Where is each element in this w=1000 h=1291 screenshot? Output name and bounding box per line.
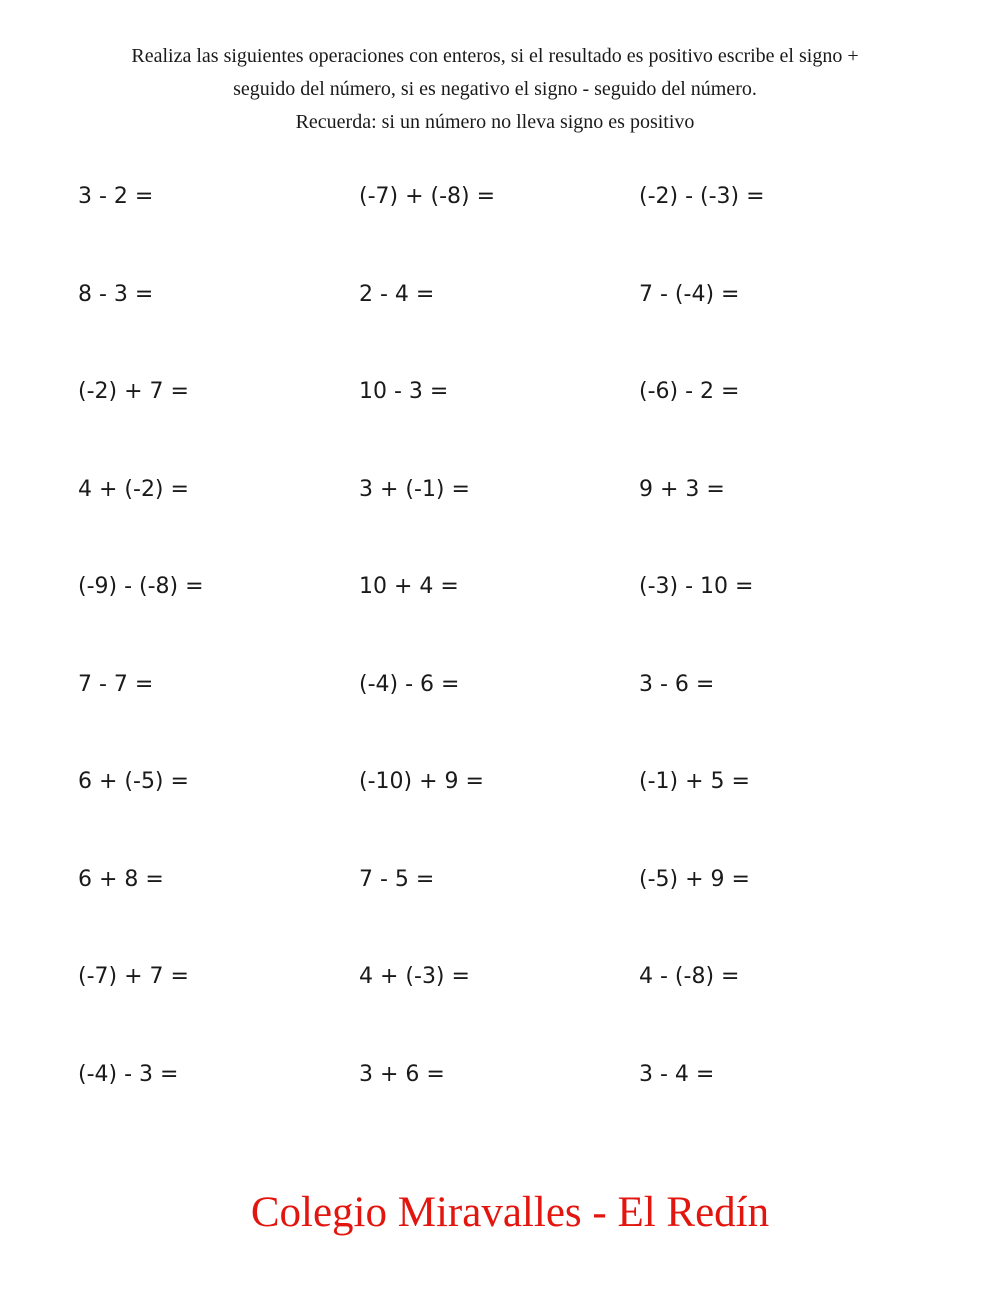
exercise-row bbox=[78, 367, 938, 465]
exercise: 2 - 4 = bbox=[359, 281, 435, 307]
exercise: 3 + (-1) = bbox=[359, 476, 470, 502]
exercise: (-2) - (-3) = bbox=[639, 184, 765, 209]
exercise-row bbox=[78, 952, 938, 1050]
exercise: (-1) + 5 = bbox=[639, 769, 750, 794]
exercise: 4 + (-3) = bbox=[359, 964, 470, 989]
exercise: 7 - 5 = bbox=[359, 866, 435, 892]
exercise: 9 + 3 = bbox=[639, 476, 725, 502]
instructions-line-3: Recuerda: si un número no lleva signo es positivo bbox=[295, 111, 695, 133]
exercise: 3 - 6 = bbox=[639, 671, 715, 697]
exercise-row bbox=[78, 757, 938, 855]
exercise-row bbox=[78, 172, 938, 270]
exercise: (-4) - 6 = bbox=[359, 671, 460, 697]
school-name: Colegio Miravalles - El Redín bbox=[250, 1189, 770, 1236]
exercise: 3 - 2 = bbox=[78, 184, 154, 209]
exercise-grid bbox=[78, 172, 938, 1147]
exercise: (-7) + (-8) = bbox=[359, 184, 496, 209]
exercise-row bbox=[78, 660, 938, 758]
exercise: (-2) + 7 = bbox=[78, 379, 189, 404]
instructions bbox=[60, 40, 930, 139]
instructions-line-1: Realiza las siguientes operaciones con enteros, si el resultado es positivo escribe el signo + bbox=[131, 45, 859, 67]
exercise: 10 + 4 = bbox=[359, 574, 459, 599]
instructions-line-2: seguido del número, si es negativo el signo - seguido del número. bbox=[233, 78, 757, 100]
exercise: 6 + (-5) = bbox=[78, 769, 189, 794]
exercise: (-5) + 9 = bbox=[639, 866, 750, 892]
exercise: 10 - 3 = bbox=[359, 379, 449, 404]
exercise: 8 - 3 = bbox=[78, 281, 154, 307]
exercise: (-7) + 7 = bbox=[78, 964, 189, 989]
exercise-row bbox=[78, 562, 938, 660]
exercise: 6 + 8 = bbox=[78, 866, 164, 892]
exercise: 7 - (-4) = bbox=[639, 281, 740, 307]
exercise: (-3) - 10 = bbox=[639, 574, 754, 599]
exercise: 4 + (-2) = bbox=[78, 476, 189, 502]
exercise: (-4) - 3 = bbox=[78, 1061, 179, 1087]
exercise: (-10) + 9 = bbox=[359, 769, 484, 794]
exercise: 7 - 7 = bbox=[78, 671, 154, 697]
exercise-row bbox=[78, 855, 938, 953]
exercise: 4 - (-8) = bbox=[639, 964, 740, 989]
exercise: (-9) - (-8) = bbox=[78, 574, 204, 599]
exercise: 3 + 6 = bbox=[359, 1061, 445, 1087]
exercise-row bbox=[78, 1050, 938, 1148]
exercise-row bbox=[78, 270, 938, 368]
exercise: (-6) - 2 = bbox=[639, 379, 740, 404]
exercise-row bbox=[78, 465, 938, 563]
exercise: 3 - 4 = bbox=[639, 1061, 715, 1087]
